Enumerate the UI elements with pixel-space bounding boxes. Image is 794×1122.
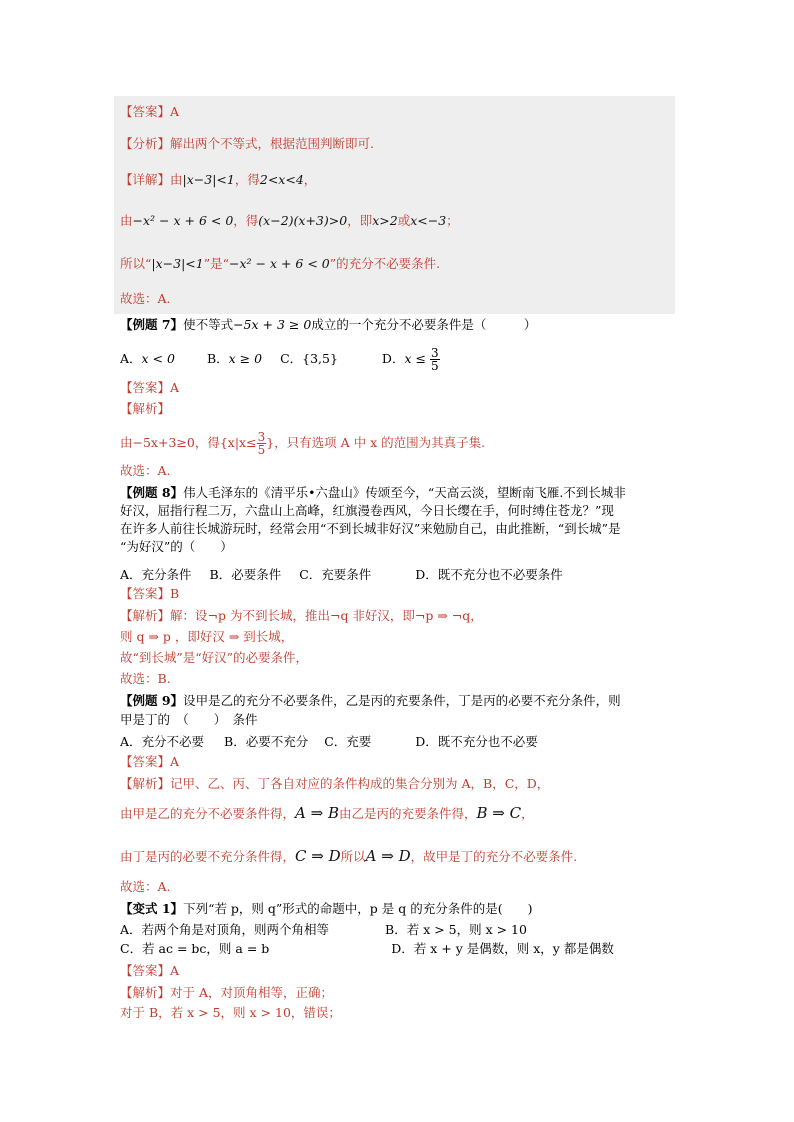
example-8-jiexi-2: 则 q ⇒ p ，即好汉 ⇒ 到长城， — [120, 629, 294, 644]
variant-1-jiexi-2: 对于 B，若 x > 5，则 x > 10，错误； — [120, 1005, 341, 1020]
example-8-stem-2: 好汉，屈指行程二万，六盘山上高峰，红旗漫卷西风，今日长缨在手，何时缚住苍龙？”现 — [120, 503, 614, 518]
example-8-options: A．充分条件 B．必要条件 C．充要条件 D．既不充分也不必要条件 — [120, 567, 563, 582]
variant-1-options-row-1: A．若两个角是对顶角，则两个角相等 B．若 x > 5，则 x > 10 — [120, 922, 527, 937]
variant-1-stem: 【变式 1】下列“若 p，则 q”形式的命题中，p 是 q 的充分条件的是( ) — [120, 901, 533, 916]
example-9-jiexi-2: 由甲是乙的充分不必要条件得，A ⇒ B由乙是丙的充要条件得，B ⇒ C， — [120, 804, 534, 822]
detail-line-1: 【详解】由|x−3|<1，得2<x<4， — [120, 172, 317, 187]
example-7-analysis-tag: 【解析】 — [120, 401, 171, 416]
variant-1-jiexi-1: 【解析】对于 A，对顶角相等，正确； — [120, 985, 334, 1000]
answer-line: 【答案】A — [120, 104, 180, 119]
example-9-answer: 【答案】A — [120, 754, 180, 769]
variant-1-answer: 【答案】A — [120, 963, 180, 978]
example-9-stem-1: 【例题 9】设甲是乙的充分不必要条件，乙是丙的充要条件，丁是丙的必要不充分条件，则 — [120, 693, 621, 708]
example-9-jiexi-3: 由丁是丙的必要不充分条件得，C ⇒ D所以A ⇒ D，故甲是丁的充分不必要条件. — [120, 847, 578, 865]
example-8-stem-3: 在许多人前往长城游玩时，经常会用“不到长城非好汉”来勉励自己，由此推断，“到长城”是 — [120, 521, 621, 536]
example-8-answer: 【答案】B — [120, 586, 180, 601]
detail-line-3: 所以“|x−3|<1”是“−x² − x + 6 < 0”的充分不必要条件. — [120, 256, 441, 271]
example-9-choose: 故选：A. — [120, 879, 171, 894]
example-7-answer: 【答案】A — [120, 380, 180, 395]
example-7-choose: 故选：A. — [120, 463, 171, 478]
example-9-options: A．充分不必要 B．必要不充分 C．充要 D．既不充分也不必要 — [120, 734, 538, 749]
example-9-jiexi-1: 【解析】记甲、乙、丙、丁各自对应的条件构成的集合分别为 A，B，C，D， — [120, 776, 550, 791]
example-8-jiexi-3: 故“到长城”是“好汉”的必要条件， — [120, 650, 309, 665]
example-7-analysis-line: 由−5x+3≥0，得{x|x≤ $\frac{3}{5}$ }，只有选项 A 中 x 的范围为其真子集. — [120, 430, 486, 457]
example-7-stem: 【例题 7】使不等式−5x + 3 ≥ 0成立的一个充分不必要条件是（ ） — [120, 317, 537, 332]
example-8-choose: 故选：B. — [120, 671, 171, 686]
choose-line: 故选：A. — [120, 291, 171, 306]
variant-1-options-row-2: C．若 ac = bc，则 a = b D．若 x + y 是偶数，则 x，y 都是偶数 — [120, 941, 614, 956]
detail-line-2: 由−x² − x + 6 < 0，得(x−2)(x+3)>0，即x>2或x<−3； — [120, 213, 459, 228]
example-8-jiexi-1: 【解析】解：设¬p 为不到长城，推出¬q 非好汉，即¬p ⇒ ¬q， — [120, 608, 483, 623]
answer-block-background — [114, 96, 675, 314]
analysis-line: 【分析】解出两个不等式，根据范围判断即可. — [120, 136, 374, 151]
example-8-stem-4: “为好汉”的（ ） — [120, 539, 233, 554]
example-9-stem-2: 甲是丁的 （ ） 条件 — [120, 712, 258, 727]
example-7-options: A．x < 0 B．x ≥ 0 C．{3,5} D．x ≤ $\frac{3}{5}$ — [120, 346, 439, 373]
example-8-stem-1: 【例题 8】伟人毛泽东的《清平乐•六盘山》传颂至今，“天高云淡，望断南飞雁.不到长城非 — [120, 485, 626, 500]
